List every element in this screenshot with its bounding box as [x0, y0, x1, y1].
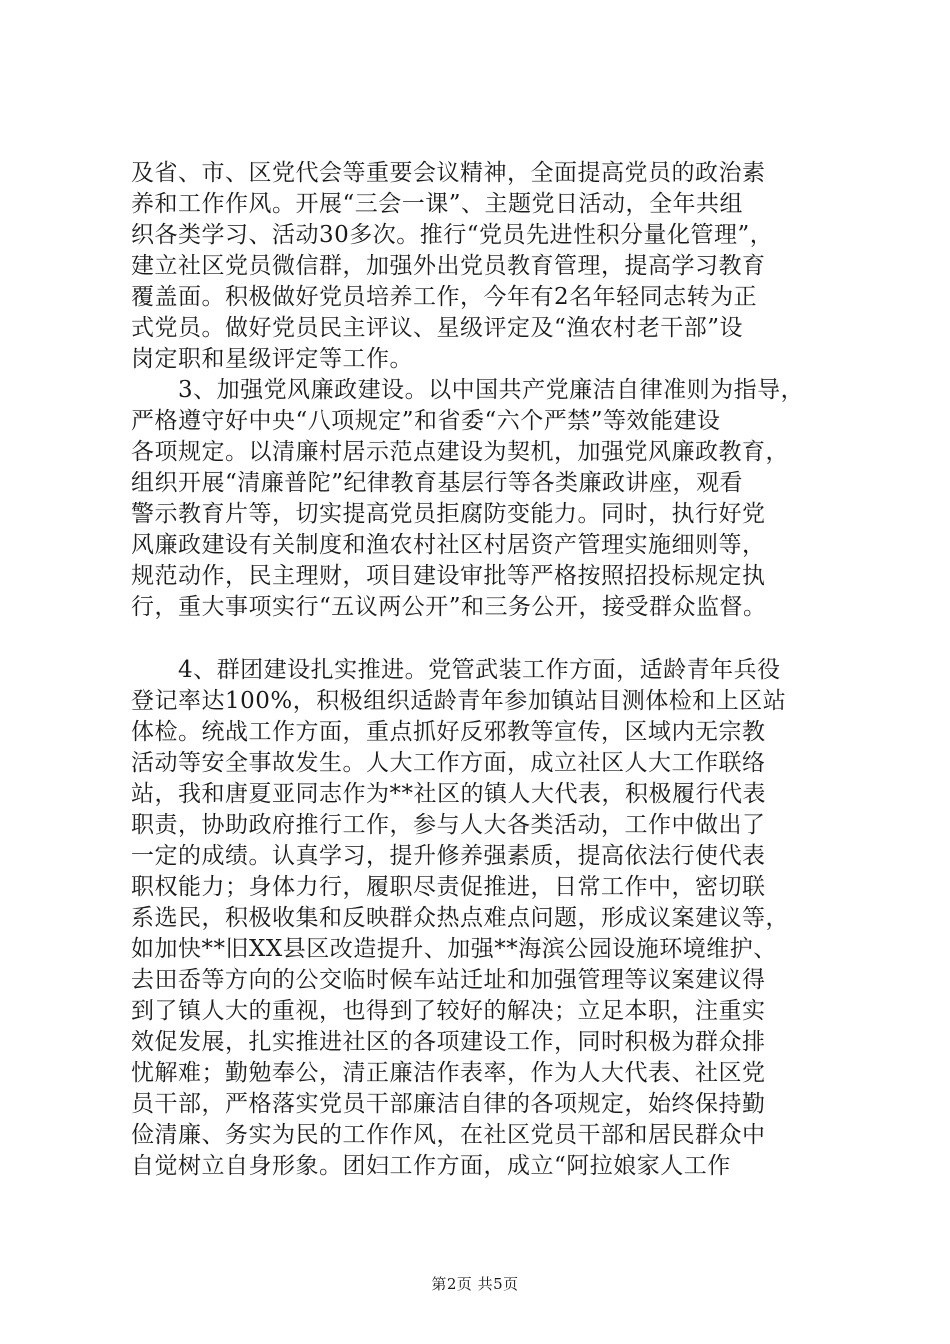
text-line: 风廉政建设有关制度和渔农村社区村居资产管理实施细则等， — [131, 532, 766, 558]
text-line: 行，重大事项实行“五议两公开”和三务公开，接受群众监督。 — [131, 594, 767, 620]
text-line: 养和工作作风。开展“三会一课”、主题党日活动，全年共组 — [131, 191, 744, 217]
text-line: 职权能力；身体力行，履职尽责促推进，日常工作中，密切联 — [131, 874, 766, 900]
paragraph-mass-organizations — [131, 655, 831, 1182]
text-line: 及省、市、区党代会等重要会议精神，全面提高党员的政治素 — [131, 160, 766, 186]
text-line: 组织开展“清廉普陀”纪律教育基层行等各类廉政讲座，观看 — [131, 470, 744, 496]
text-line: 站，我和唐夏亚同志作为**社区的镇人大代表，积极履行代表 — [131, 781, 766, 807]
paragraph-anti-corruption — [131, 375, 831, 623]
text-line: 俭清廉、务实为民的工作作风，在社区党员干部和居民群众中 — [131, 1122, 766, 1148]
paragraph-spacer — [131, 623, 831, 655]
paragraph-party-education — [131, 158, 831, 375]
text-line: 岗定职和星级评定等工作。 — [131, 346, 413, 372]
text-line: 一定的成绩。认真学习，提升修养强素质，提高依法行使代表 — [131, 843, 766, 869]
text-line: 警示教育片等，切实提高党员拒腐防变能力。同时，执行好党 — [131, 501, 766, 527]
text-line: 体检。统战工作方面，重点抓好反邪教等宣传，区域内无宗教 — [131, 719, 766, 745]
text-line: 规范动作，民主理财，项目建设审批等严格按照招投标规定执 — [131, 563, 766, 589]
text-line: 织各类学习、活动30多次。推行“党员先进性积分量化管理”， — [131, 222, 774, 248]
text-line: 员干部，严格落实党员干部廉洁自律的各项规定，始终保持勤 — [131, 1091, 766, 1117]
text-line: 如加快**旧XX县区改造提升、加强**海滨公园设施环境维护、 — [131, 936, 777, 962]
text-line: 活动等安全事故发生。人大工作方面，成立社区人大工作联络 — [131, 750, 766, 776]
text-line: 自觉树立自身形象。团妇工作方面，成立“阿拉娘家人工作 — [131, 1153, 731, 1179]
text-line: 效促发展，扎实推进社区的各项建设工作，同时积极为群众排 — [131, 1029, 766, 1055]
text-line: 去田岙等方向的公交临时候车站迁址和加强管理等议案建议得 — [131, 967, 766, 993]
text-line: 职责，协助政府推行工作，参与人大各类活动，工作中做出了 — [131, 812, 766, 838]
text-line: 到了镇人大的重视，也得到了较好的解决；立足本职，注重实 — [131, 998, 766, 1024]
text-line: 各项规定。以清廉村居示范点建设为契机，加强党风廉政教育， — [131, 439, 789, 465]
text-line: 系选民，积极收集和反映群众热点难点问题，形成议案建议等， — [131, 905, 789, 931]
text-line: 忧解难；勤勉奉公，清正廉洁作表率，作为人大代表、社区党 — [131, 1060, 766, 1086]
page-number-footer: 第2页 共5页 — [431, 1275, 519, 1293]
text-line: 建立社区党员微信群，加强外出党员教育管理，提高学习教育 — [131, 253, 766, 279]
text-line: 覆盖面。积极做好党员培养工作，今年有2名年轻同志转为正 — [131, 284, 758, 310]
text-line: 3、加强党风廉政建设。以中国共产党廉洁自律准则为指导， — [131, 377, 805, 403]
text-line: 严格遵守好中央“八项规定”和省委“六个严禁”等效能建设 — [131, 408, 721, 434]
text-line: 登记率达100%，积极组织适龄青年参加镇站目测体检和上区站 — [131, 688, 787, 714]
document-body — [131, 158, 831, 1182]
text-line: 4、群团建设扎实推进。党管武装工作方面，适龄青年兵役 — [131, 657, 781, 683]
text-line: 式党员。做好党员民主评议、星级评定及“渔农村老干部”设 — [131, 315, 744, 341]
